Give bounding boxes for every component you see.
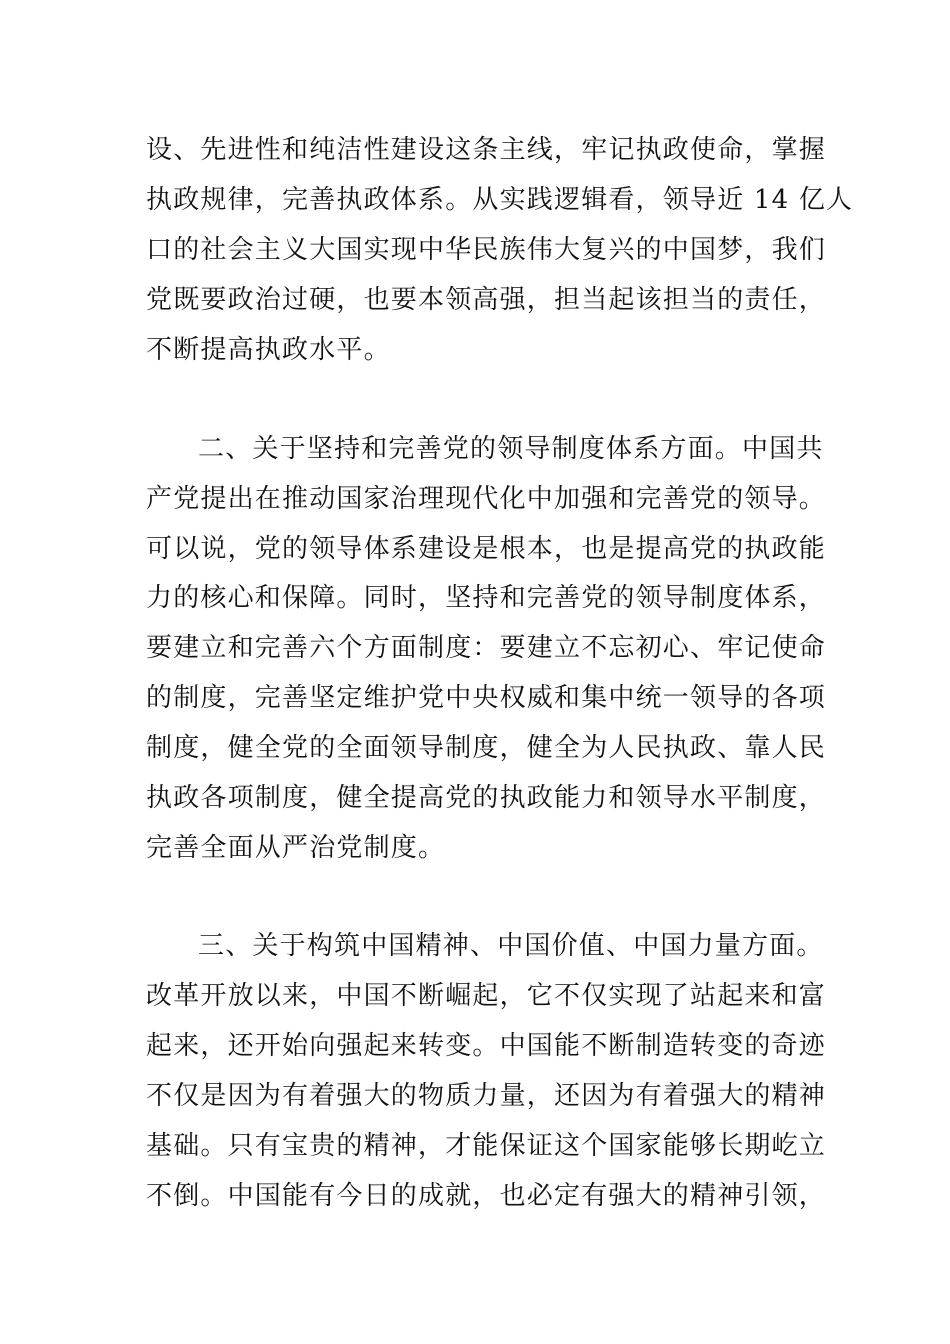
text-line: 设、先进性和纯洁性建设这条主线，牢记执政使命，掌握 [146,135,827,165]
text-line: 三、关于构筑中国精神、中国价值、中国力量方面。 [198,931,824,961]
text-line: 二、关于坚持和完善党的领导制度体系方面。中国共 [198,434,824,464]
text-line: 不仅是因为有着强大的物质力量，还因为有着强大的精神 [146,1081,827,1111]
text-line: 不倒。中国能有今日的成就，也必定有强大的精神引领， [146,1181,827,1211]
text-line: 党既要政治过硬，也要本领高强，担当起该担当的责任， [146,285,827,315]
text-line: 基础。只有宝贵的精神，才能保证这个国家能够长期屹立 [146,1131,827,1161]
text-line: 执政规律，完善执政体系。从实践逻辑看，领导近 14 亿人 [146,185,854,215]
text-line: 改革开放以来，中国不断崛起，它不仅实现了站起来和富 [146,981,827,1011]
text-line: 的制度，完善坚定维护党中央权威和集中统一领导的各项 [146,683,827,713]
text-line: 可以说，党的领导体系建设是根本，也是提高党的执政能 [146,534,827,564]
text-line: 口的社会主义大国实现中华民族伟大复兴的中国梦，我们 [146,235,827,265]
text-line: 完善全面从严治党制度。 [146,833,446,863]
text-line: 力的核心和保障。同时，坚持和完善党的领导制度体系， [146,583,827,613]
text-line: 产党提出在推动国家治理现代化中加强和完善党的领导。 [146,484,827,514]
text-line: 制度，健全党的全面领导制度，健全为人民执政、靠人民 [146,733,827,763]
text-line: 要建立和完善六个方面制度：要建立不忘初心、牢记使命 [146,633,827,663]
text-line: 不断提高执政水平。 [146,335,391,365]
text-line: 执政各项制度，健全提高党的执政能力和领导水平制度， [146,783,827,813]
text-line: 起来，还开始向强起来转变。中国能不断制造转变的奇迹 [146,1031,827,1061]
